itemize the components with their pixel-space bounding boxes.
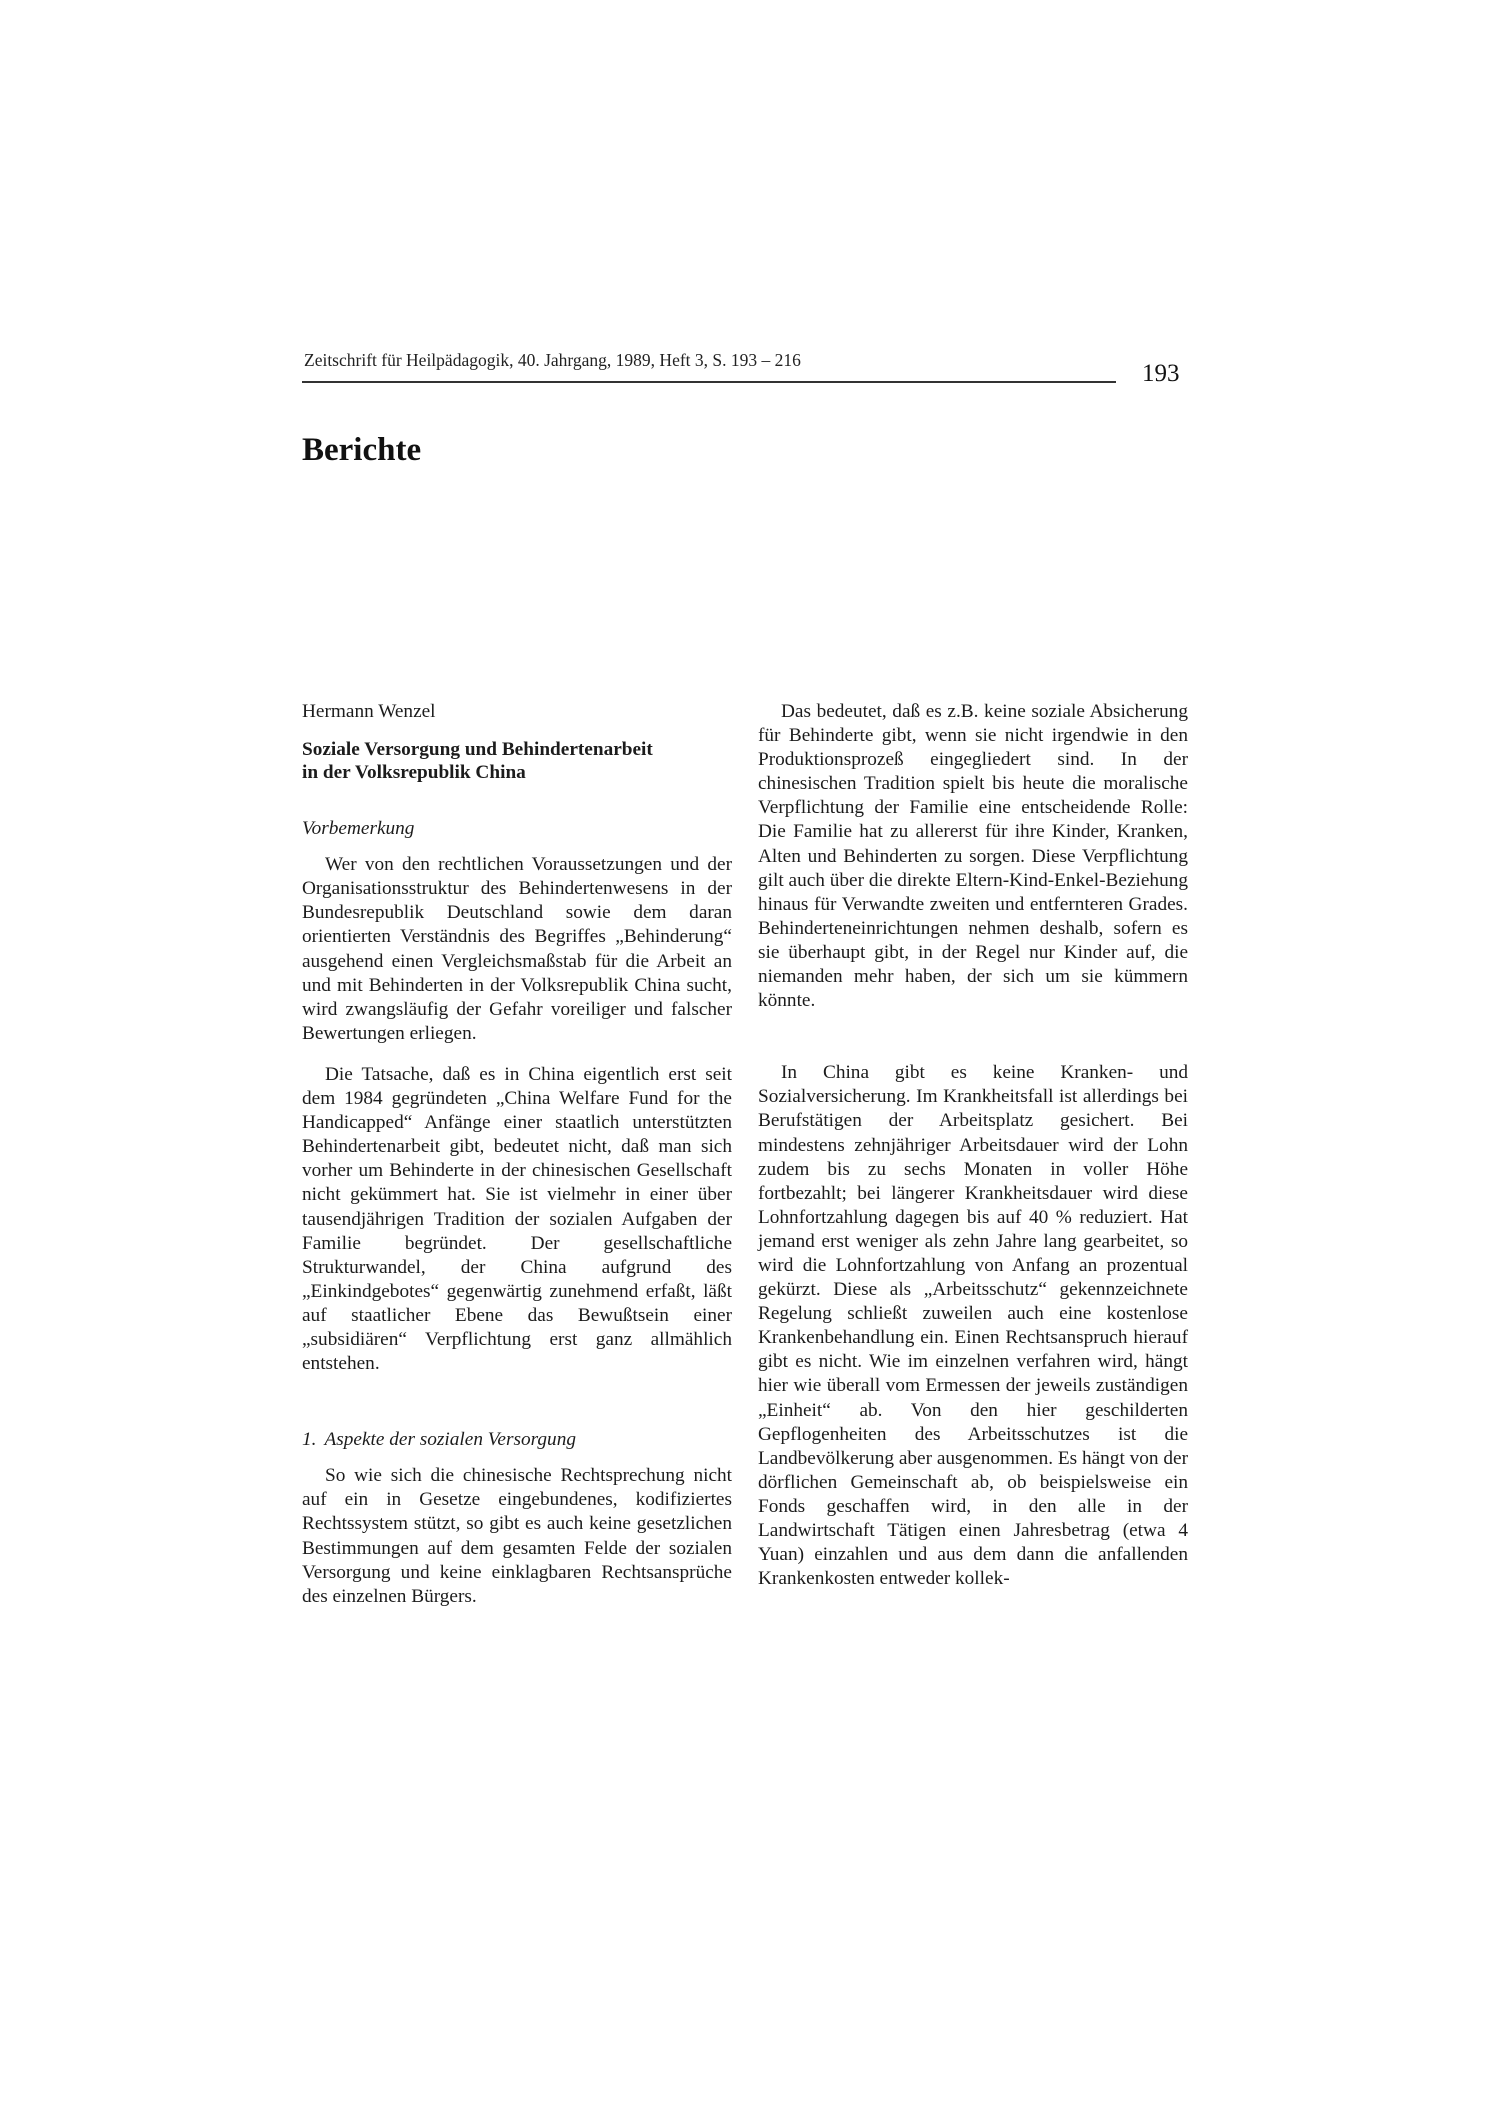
header-rule: [302, 381, 1116, 383]
body-paragraph: In China gibt es keine Kranken- und Sozialversicherung. Im Krankheitsfall ist allerdings bei Berufstätigen der Arbeitsplatz gesichert. Bei mindestens zehnjähriger Arbeitsdauer wird der Lohn zudem bis zu sechs Monaten in voller Höhe fortbezahlt; bei längerer Krankheitsdauer wird diese Lohnfortzahlung dagegen bis auf 40 % reduziert. Hat jemand erst weniger als zehn Jahre lang gearbeitet, so wird die Lohnfortzahlung von Anfang an prozentual gekürzt. Diese als „Arbeitsschutz“ gekennzeichnete Regelung schließt zuweilen auch eine kostenlose Krankenbehandlung ein. Einen Rechtsanspruch hierauf gibt es nicht. Wie im einzelnen verfahren wird, hängt hier wie überall vom Ermessen der jeweils zuständigen „Einheit“ ab. Von den hier geschilderten Gepflogenheiten des Arbeitsschutzes ist die Landbevölkerung aber ausgenommen. Es hängt von der dörflichen Gemeinschaft ab, ob beispielsweise ein Fonds geschaffen wird, in den alle in der Landwirtschaft Tätigen einen Jahresbetrag (etwa 4 Yuan) einzahlen und aus dem dann die anfallenden Krankenkosten entweder kollek-: [758, 1062, 1188, 1590]
section-heading: Berichte: [302, 432, 422, 468]
article-title-line-2: in der Volksrepublik China: [302, 762, 526, 784]
section-number: 1.: [302, 1429, 317, 1451]
subhead-preliminary-remark: Vorbemerkung: [302, 818, 415, 840]
running-head: Zeitschrift für Heilpädagogik, 40. Jahrgang, 1989, Heft 3, S. 193 – 216: [304, 350, 801, 370]
article-title-line-1: Soziale Versorgung und Behindertenarbeit: [302, 739, 653, 761]
body-paragraph: Wer von den rechtlichen Voraussetzungen und der Organisationsstruktur des Behindertenwesens in der Bundesrepublik Deutschland sowie dem daran orientierten Verständnis des Begriffes „Behinderung“ ausgehend einen Vergleichsmaßstab für die Arbeit an und mit Behinderten in der Volksrepublik China sucht, wird zwangsläufig der Gefahr voreiliger und falscher Bewertungen erliegen.: [302, 854, 732, 1044]
right-column: [758, 700, 1188, 1591]
body-paragraph: So wie sich die chinesische Rechtsprechung nicht auf ein in Gesetze eingebundenes, kodifiziertes Rechtssystem stützt, so gibt es auch keine gesetzlichen Bestimmungen auf dem gesamten Felde der sozialen Versorgung und keine einklagbaren Rechtsansprüche des einzelnen Bürgers.: [302, 1465, 732, 1607]
body-paragraph: Das bedeutet, daß es z.B. keine soziale Absicherung für Behinderte gibt, wenn sie nicht irgendwie in den Produktionsprozeß eingegliedert sind. In der chinesischen Tradition spielt bis heute die moralische Verpflichtung der Familie eine entscheidende Rolle: Die Familie hat zu allererst für ihre Kinder, Kranken, Alten und Behinderten zu sorgen. Diese Verpflichtung gilt auch über die direkte Eltern-Kind-Enkel-Beziehung hinaus für Verwandte zweiten und entfernteren Grades. Behinderteneinrichtungen nehmen deshalb, sofern es sie überhaupt gibt, in der Regel nur Kinder auf, die niemanden mehr haben, der sich um sie kümmern könnte.: [758, 701, 1188, 1012]
subhead-section-1: [302, 1428, 732, 1452]
article-title: [302, 738, 732, 784]
author-name: Hermann Wenzel: [302, 701, 436, 722]
page-number: 193: [1142, 360, 1180, 387]
body-paragraph: Die Tatsache, daß es in China eigentlich erst seit dem 1984 gegründeten „China Welfare Fund for the Handicapped“ Anfänge einer staatlich unterstützten Behindertenarbeit gibt, bedeutet nicht, daß man sich vorher um Behinderte in der chinesischen Gesellschaft nicht gekümmert hat. Sie ist vielmehr in einer über tausendjährigen Tradition der sozialen Aufgaben der Familie begründet. Der gesellschaftliche Strukturwandel, der China aufgrund des „Einkindgebotes“ gegenwärtig zunehmend erfaßt, läßt auf staatlicher Ebene das Bewußtsein einer „subsidiären“ Verpflichtung erst ganz allmählich entstehen.: [302, 1063, 732, 1375]
left-column: [302, 700, 732, 1609]
section-title: Aspekte der sozialen Versorgung: [324, 1429, 576, 1451]
